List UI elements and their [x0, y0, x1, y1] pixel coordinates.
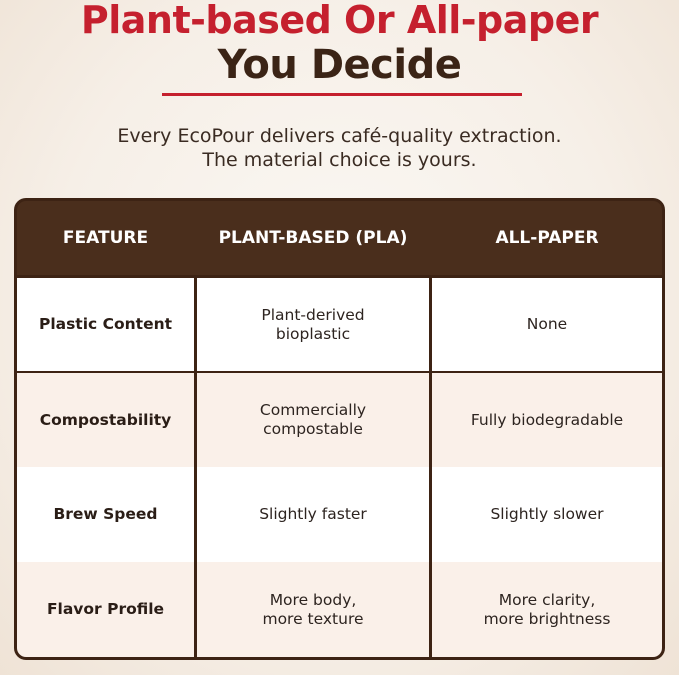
cell-line: Commercially — [259, 401, 367, 419]
column-header-feature: FEATURE — [62, 228, 149, 248]
cell-line: Slightly faster — [259, 505, 367, 523]
subtitle — [0, 124, 679, 172]
plant-based-cell — [197, 467, 429, 562]
subtitle-line-2: The material choice is yours. — [202, 149, 477, 171]
feature-cell: Plastic Content — [17, 278, 194, 371]
table-row — [17, 373, 662, 467]
subtitle-line-1: Every EcoPour delivers café-quality extraction. — [117, 125, 562, 147]
feature-cell: Brew Speed — [17, 467, 194, 562]
cell-line: More clarity, — [498, 590, 596, 609]
all-paper-cell — [432, 278, 662, 371]
cell-line: None — [526, 315, 568, 333]
column-header-all-paper: ALL-PAPER — [495, 228, 599, 248]
feature-cell: Flavor Profile — [17, 562, 194, 657]
cell-line: more brightness — [483, 609, 611, 628]
cell-line: Plant-derived — [261, 305, 365, 324]
table-row — [17, 467, 662, 562]
cell-line: Slightly slower — [490, 505, 604, 523]
cell-line: compostable — [263, 420, 363, 438]
title-line-2: You Decide — [217, 42, 462, 88]
comparison-table — [14, 198, 665, 660]
all-paper-cell — [432, 467, 662, 562]
plant-based-cell — [197, 373, 429, 467]
cell-line: more texture — [262, 609, 364, 628]
table-row — [17, 278, 662, 371]
plant-based-cell — [197, 278, 429, 371]
column-header-plant-based: PLANT-BASED (PLA) — [218, 228, 408, 248]
all-paper-cell — [432, 562, 662, 657]
cell-line: More body, — [269, 590, 357, 609]
table-header — [17, 201, 662, 275]
all-paper-cell — [432, 373, 662, 467]
plant-based-cell — [197, 562, 429, 657]
cell-line: Fully biodegradable — [470, 410, 624, 429]
title-underline — [162, 93, 522, 96]
table-row — [17, 562, 662, 657]
cell-line: bioplastic — [275, 324, 351, 343]
feature-cell: Compostability — [17, 373, 194, 467]
title-line-1: Plant-based Or All-paper — [80, 0, 599, 42]
